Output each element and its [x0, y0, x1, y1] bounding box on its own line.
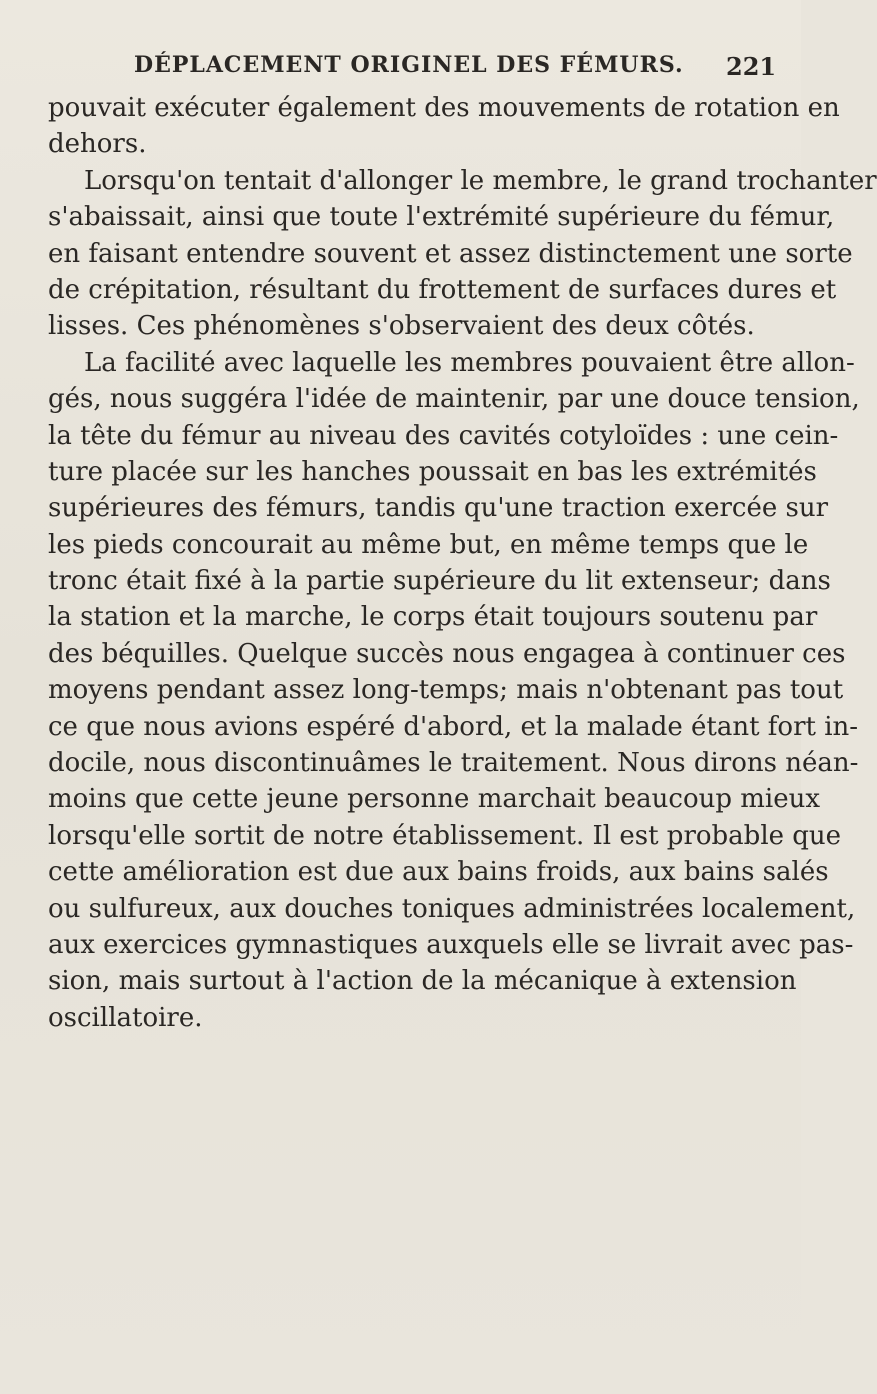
text-line: ou sulfureux, aux douches toniques administrées localement,	[48, 893, 856, 924]
paragraph-start-line: La facilité avec laquelle les membres pouvaient être allon-	[84, 347, 855, 378]
text-line: les pieds concourait au même but, en même temps que le	[48, 529, 809, 560]
text-line: sion, mais surtout à l'action de la mécanique à extension	[48, 966, 797, 997]
text-line: lisses. Ces phénomènes s'observaient des deux côtés.	[48, 311, 755, 342]
text-line: ce que nous avions espéré d'abord, et la malade étant fort in-	[48, 711, 859, 742]
text-line: en faisant entendre souvent et assez distinctement une sorte	[48, 238, 853, 269]
text-line: gés, nous suggéra l'idée de maintenir, par une douce tension,	[48, 384, 860, 415]
running-title: DÉPLACEMENT ORIGINEL DES FÉMURS.	[134, 52, 684, 78]
text-line: lorsqu'elle sortit de notre établissement. Il est probable que	[48, 820, 842, 851]
text-line: pouvait exécuter également des mouvements de rotation en	[48, 93, 840, 123]
text-line: docile, nous discontinuâmes le traitement. Nous dirons néan-	[48, 748, 859, 779]
text-line: oscillatoire.	[48, 1002, 203, 1033]
page-header	[0, 52, 801, 86]
text-line: aux exercices gymnastiques auxquels elle se livrait avec pas-	[48, 929, 854, 960]
text-line: dehors.	[48, 129, 147, 160]
text-line: la tête du fémur au niveau des cavités cotyloïdes : une cein-	[48, 420, 839, 451]
text-line: cette amélioration est due aux bains froids, aux bains salés	[48, 857, 829, 888]
text-line: des béquilles. Quelque succès nous engagea à continuer ces	[48, 638, 846, 669]
text-line: tronc était fixé à la partie supérieure du lit extenseur; dans	[48, 566, 831, 597]
text-line: moyens pendant assez long-temps; mais n'obtenant pas tout	[48, 675, 844, 706]
text-line: supérieures des fémurs, tandis qu'une traction exercée sur	[48, 493, 829, 524]
paragraph-start-line: Lorsqu'on tentait d'allonger le membre, le grand trochanter	[84, 165, 877, 196]
body-text	[48, 90, 877, 1036]
text-line: moins que cette jeune personne marchait beaucoup mieux	[48, 784, 821, 815]
text-line: s'abaissait, ainsi que toute l'extrémité supérieure du fémur,	[48, 202, 835, 233]
text-line: de crépitation, résultant du frottement de surfaces dures et	[48, 274, 837, 305]
page-number: 221	[726, 52, 777, 81]
text-line: ture placée sur les hanches poussait en bas les extrémités	[48, 456, 817, 487]
text-line: la station et la marche, le corps était toujours soutenu par	[48, 602, 818, 633]
